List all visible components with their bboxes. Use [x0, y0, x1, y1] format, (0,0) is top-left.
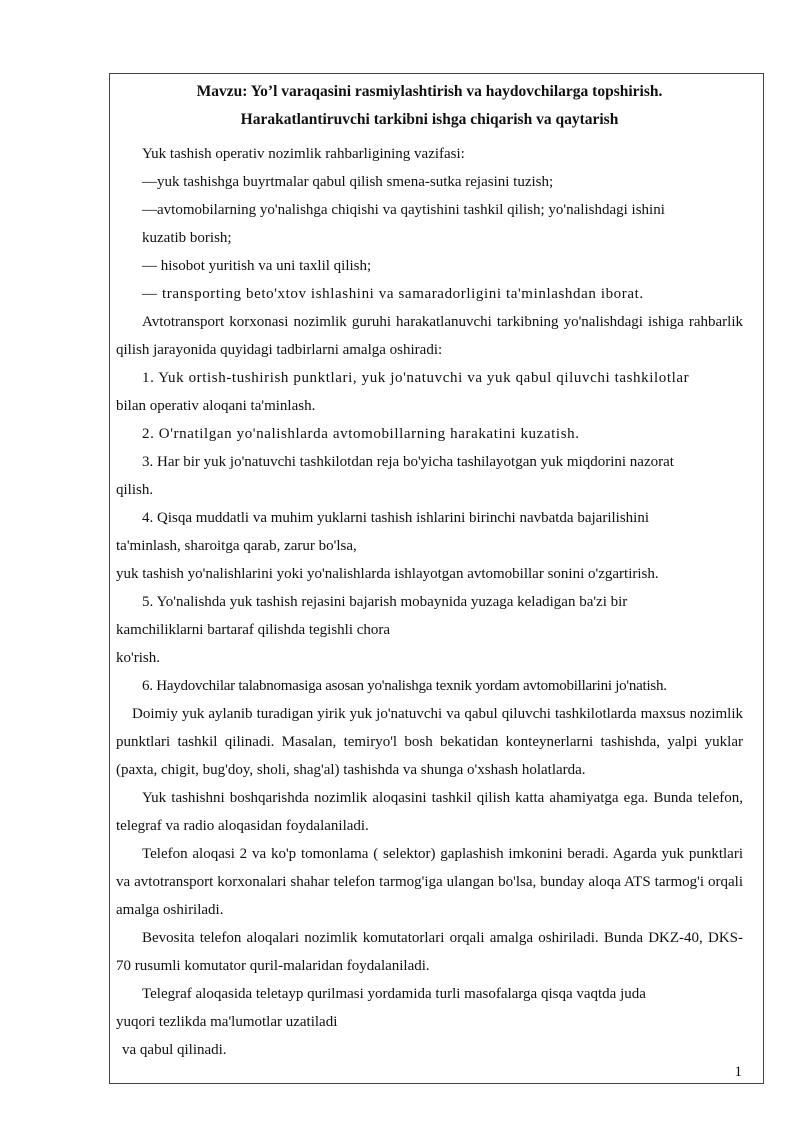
paragraph-aloqa: Yuk tashishni boshqarishda nozimlik aloqasini tashkil qilish katta ahamiyatga ega. Bunda telefon, telegraf va radio aloqasidan foydalaniladi.	[116, 790, 743, 834]
list-item-5b: kamchiliklarni bartaraf qilishda tegishli chora	[116, 622, 391, 638]
paragraph-telegraf-c: va qabul qilinadi.	[122, 1042, 227, 1058]
list-item-3b: qilish.	[116, 482, 154, 498]
paragraph-telegraf-b: yuqori tezlikda ma'lumotlar uzatiladi	[116, 1014, 338, 1030]
paragraph-bevosita: Bevosita telefon aloqalari nozimlik komutatorlari orqali amalga oshiriladi. Bunda DKZ-40, DKS-70 rusumli komutator quril-malaridan foydalaniladi.	[116, 930, 743, 974]
list-item-5c: ko'rish.	[116, 650, 160, 666]
list-item-6: 6. Haydovchilar talabnomasiga asosan yo'nalishga texnik yordam avtomobillarini jo'natish.	[142, 678, 667, 694]
list-item-3a: 3. Har bir yuk jo'natuvchi tashkilotdan reja bo'yicha tashilayotgan yuk miqdorini nazorat	[142, 454, 674, 470]
list-item-4a: 4. Qisqa muddatli va muhim yuklarni tashish ishlarini birinchi navbatda bajarilishini	[142, 510, 649, 526]
page-number: 1	[734, 1064, 742, 1080]
list-item-2: 2. O'rnatilgan yo'nalishlarda avtomobillarning harakatini kuzatish.	[142, 426, 580, 442]
dash-item-2-cont: kuzatib borish;	[142, 230, 232, 246]
list-item-4b: ta'minlash, sharoitga qarab, zarur bo'lsa,	[116, 538, 357, 554]
paragraph-doimiy: Doimiy yuk aylanib turadigan yirik yuk jo'natuvchi va qabul qiluvchi tashkilotlarda maxsus nozimlik punktlari tashkil qilinadi. Masalan, temiryo'l bosh bekatidan konteynerlarni tashishda, yalpi yuklar (paxta, chigit, bug'doy, sholi, shag'al) tashishda va shunga o'xshash holatlarda.	[116, 706, 743, 778]
dash-item-3: — hisobot yuritish va uni taxlil qilish;	[142, 258, 372, 274]
paragraph-telefon: Telefon aloqasi 2 va ko'p tomonlama ( selektor) gaplashish imkonini beradi. Agarda yuk punktlari va avtotransport korxonalari shahar telefon tarmog'iga ulangan bo'lsa, bunday aloqa ATS tarmog'i orqali amalga oshiriladi.	[116, 846, 743, 918]
dash-item-2: —avtomobilarning yo'nalishga chiqishi va qaytishini tashkil qilish; yo'nalishdagi ishini	[142, 202, 665, 218]
list-item-1b: bilan operativ aloqani ta'minlash.	[116, 398, 316, 414]
paragraph-guruh: Avtotransport korxonasi nozimlik guruhi harakatlanuvchi tarkibning yo'nalishdagi ishiga rahbarlik qilish jarayonida quyidagi tadbirlarni amalga oshiradi:	[116, 314, 743, 358]
title-line-2: Harakatlantiruvchi tarkibni ishga chiqarish va qaytarish	[240, 111, 619, 128]
document-body	[116, 78, 743, 1064]
paragraph-telegraf-a: Telegraf aloqasida teletayp qurilmasi yordamida turli masofalarga qisqa vaqtda juda	[142, 986, 646, 1002]
dash-item-1: —yuk tashishga buyrtmalar qabul qilish smena-sutka rejasini tuzish;	[142, 174, 554, 190]
list-item-4c: yuk tashish yo'nalishlarini yoki yo'nalishlarda ishlayotgan avtomobillar sonini o'zgartirish.	[116, 566, 659, 582]
list-item-5a: 5. Yo'nalishda yuk tashish rejasini bajarish mobaynida yuzaga keladigan ba'zi bir	[142, 594, 628, 610]
title-line-1: Mavzu: Yo’l varaqasini rasmiylashtirish va haydovchilarga topshirish.	[196, 83, 663, 100]
dash-item-4: — transporting beto'xtov ishlashini va samaradorligini ta'minlashdan iborat.	[142, 286, 644, 302]
intro-text: Yuk tashish operativ nozimlik rahbarligining vazifasi:	[142, 146, 465, 162]
list-item-1a: 1. Yuk ortish-tushirish punktlari, yuk jo'natuvchi va yuk qabul qiluvchi tashkilotlar	[142, 370, 690, 386]
